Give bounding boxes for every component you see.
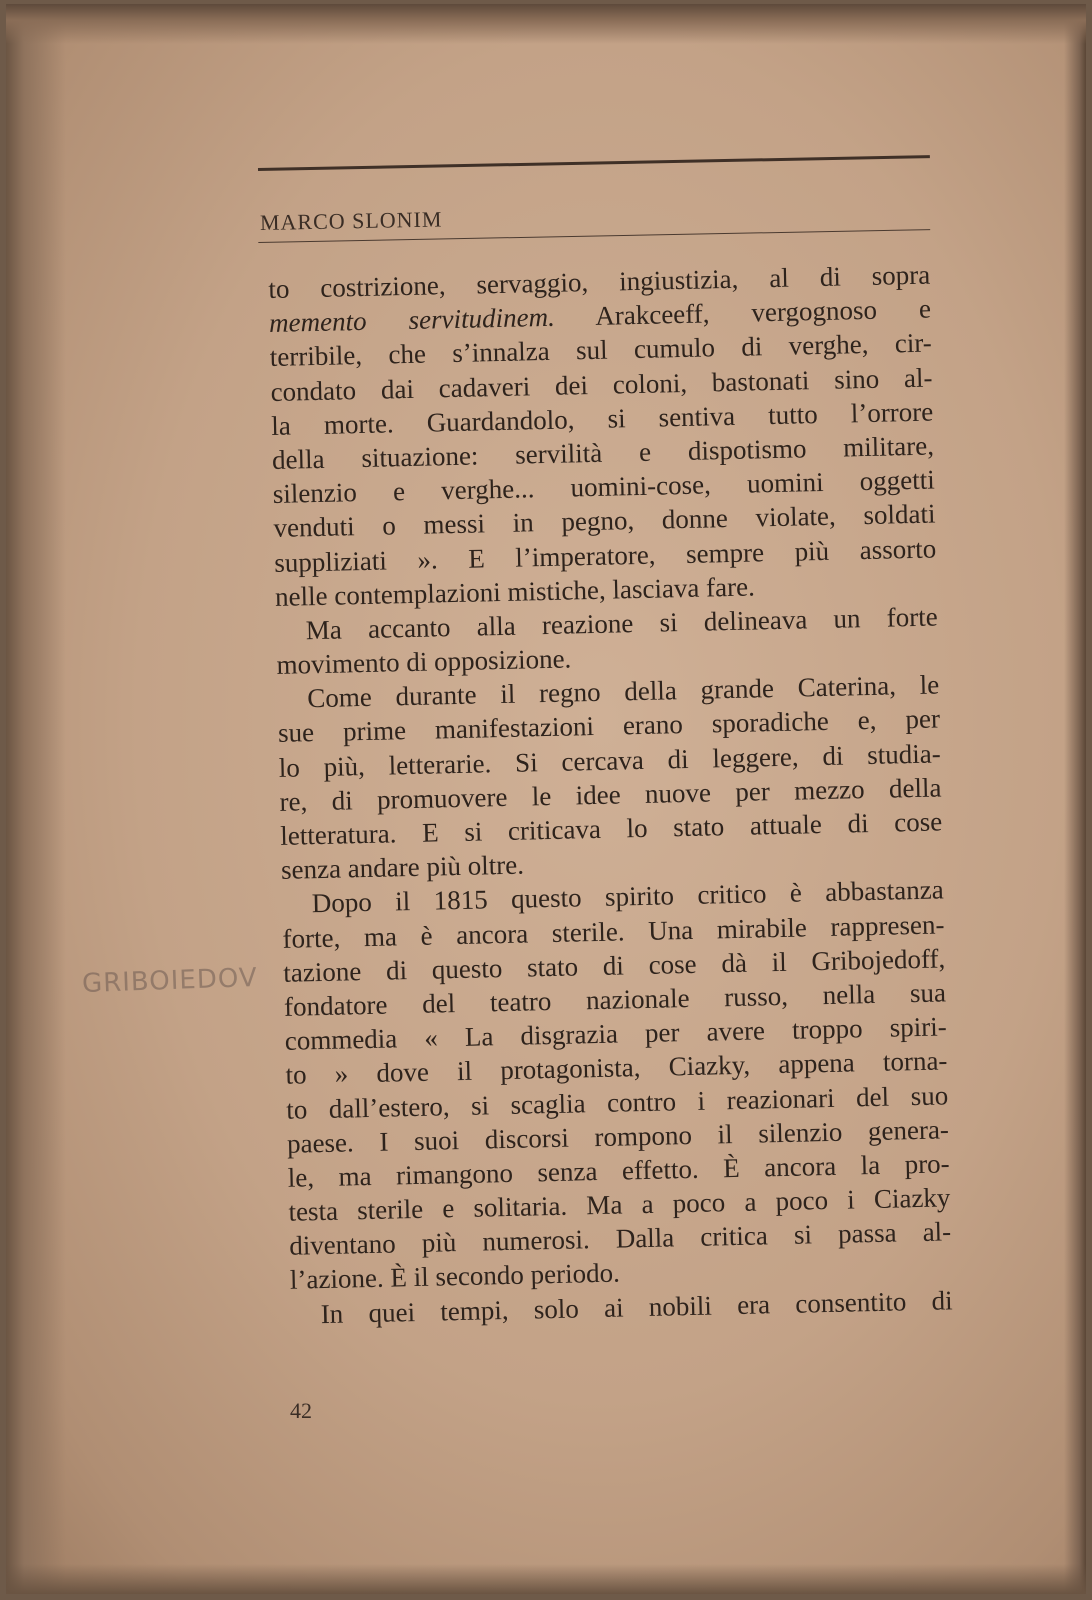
- text-line: testa sterile e solitaria. Ma a poco a poco i Ciazky: [288, 1182, 951, 1227]
- text-line: to dall’estero, si scaglia contro i reazionari del suo: [285, 1079, 949, 1125]
- text-line: paese. I suoi discorsi rompono il silenzio genera-: [286, 1114, 950, 1159]
- text-line: condato dai cadaveri dei coloni, bastonati sino al-: [270, 362, 933, 407]
- text-line: to costrizione, servaggio, ingiustizia, al di sopra: [268, 259, 931, 304]
- text-line: nelle contemplazioni mistiche, lasciava fare.: [274, 571, 756, 612]
- text-line: suppliziati ». E l’imperatore, sempre più assorto: [274, 532, 937, 578]
- text-line: to » dove il protagonista, Ciazky, appena torna-: [285, 1045, 948, 1091]
- text-line: movimento di opposizione.: [276, 643, 572, 680]
- page-bottom-edge-shadow: [6, 1564, 1086, 1594]
- text-line: letteratura. E si criticava lo stato attuale di cose: [279, 806, 943, 851]
- handwritten-margin-note: GRIBOIEDOV: [81, 962, 259, 1000]
- text-line: commedia « La disgrazia per avere troppo spiri-: [284, 1011, 947, 1056]
- page-header: [258, 193, 931, 246]
- text-line: le, ma rimangono senza effetto. È ancora la pro-: [287, 1148, 950, 1193]
- text-line: Come durante il regno della grande Caterina, le: [306, 669, 940, 714]
- text-line: Dopo il 1815 questo spirito critico è abbastanza: [311, 874, 944, 919]
- page-number: 42: [290, 1398, 312, 1423]
- text-line: fondatore del teatro nazionale russo, nella sua: [283, 977, 947, 1022]
- body-text: [268, 258, 953, 1332]
- text-line: venduti o messi in pegno, donne violate, soldati: [273, 498, 936, 544]
- text-line: lo più, letterarie. Si cercava di leggere, di studia-: [278, 738, 941, 783]
- text-line: Ma accanto alla reazione si delineava un forte: [305, 601, 938, 646]
- text-line: l’azione. È il secondo periodo.: [289, 1258, 621, 1296]
- text-line: sue prime manifestazioni erano sporadiche e, per: [277, 703, 941, 749]
- page-left-edge-shadow: [6, 4, 66, 1594]
- text-line: forte, ma è ancora sterile. Una mirabile rappresen-: [282, 908, 945, 954]
- page-right-edge-shadow: [1064, 4, 1086, 1594]
- text-line: diventano più numerosi. Dalla critica si passa al-: [288, 1216, 952, 1262]
- text-line: silenzio e verghe... uomini-cose, uomini oggetti: [272, 464, 936, 510]
- text-line: tazione di questo stato di cose dà il Gribojedoff,: [282, 943, 946, 988]
- text-line: terribile, che s’innalza sul cumulo di verghe, cir-: [269, 327, 933, 373]
- page-top-edge-shadow: [6, 4, 1086, 44]
- text-line: senza andare più oltre.: [280, 849, 525, 886]
- text-line: della situazione: servilità e dispotismo militare,: [271, 430, 935, 475]
- text-fragment: Arakceeff, vergognoso e: [594, 293, 932, 332]
- text-line: In quei tempi, solo ai nobili era consentito di: [320, 1284, 953, 1329]
- header-top-rule: [258, 155, 930, 171]
- running-head: MARCO SLONIM: [259, 206, 443, 235]
- book-page: [6, 4, 1086, 1594]
- italic-phrase: memento servitudinem.: [268, 301, 556, 339]
- text-line: la morte. Guardandolo, si sentiva tutto l’orrore: [271, 396, 934, 441]
- text-line: re, di promuovere le idee nuove per mezzo della: [279, 772, 942, 817]
